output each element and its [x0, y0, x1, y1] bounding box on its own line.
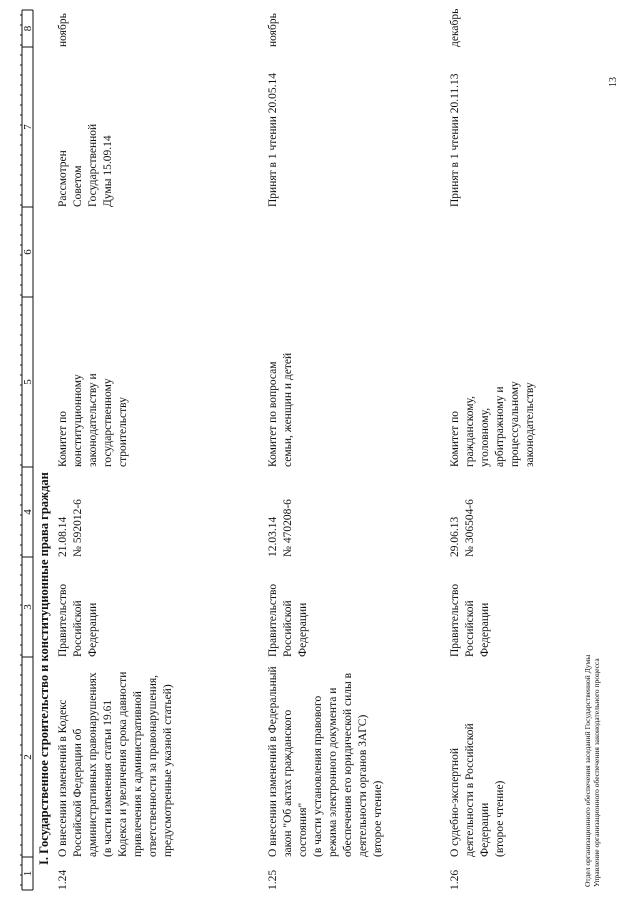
row-initiator: Правительство Российской Федерации [267, 583, 309, 657]
header-col-3: 3 [22, 604, 34, 610]
row-status: Рассмотрен Советом Государственной Думы 15.09.14 [57, 123, 114, 207]
row-subject: О внесении изменений в Кодекс Российской Федерации об административных правонарушениях (в части изменения статьи 19.61 Кодекса и увеличения срока давности привлечения к административной ответственности за правонарушения, предусмотренные указной статьей) [57, 671, 174, 857]
row-month: декабрь [449, 8, 461, 47]
header-col-6: 6 [22, 249, 34, 255]
row-registration: 12.03.14 № 470208-6 [267, 499, 294, 557]
row-registration: 29.06.13 № 306504-6 [449, 499, 476, 557]
row-status: Принят в 1 чтении 20.11.13 [449, 73, 461, 207]
row-number: 1.26 [449, 869, 461, 890]
row-status: Принят в 1 чтении 20.05.14 [267, 73, 279, 207]
row-month: ноябрь [267, 13, 279, 47]
header-col-4: 4 [22, 509, 34, 515]
row-number: 1.25 [267, 869, 279, 890]
row-committee: Комитет по вопросам семьи, женщин и детей [267, 352, 294, 467]
row-committee: Комитет по гражданскому, уголовному, арбитражному и процессуальному законодательству [449, 381, 536, 467]
row-committee: Комитет по конституционному законодательству и государственному строительству [57, 373, 129, 467]
row-subject: О судебно-экспертной деятельности в Российской Федерации (второе чтение) [449, 723, 506, 857]
row-month: ноябрь [57, 13, 69, 47]
footer-line-1: Отдел организационного обеспечения заседаний Государственной Думы [583, 654, 592, 887]
header-col-2: 2 [22, 754, 34, 760]
page-number: 13 [608, 77, 619, 87]
header-col-7: 7 [22, 124, 34, 130]
row-registration: 21.08.14 № 592012-6 [57, 499, 84, 557]
row-subject: О внесении изменений в Федеральный закон "Об актах гражданского состояния" (в части установления правового режима электронного документа и обеспечения его юридической силы в деятельности органов ЗАГС) (второе чтение) [267, 666, 384, 857]
section-title: I. Государственное строительство и конституционные права граждан [37, 472, 51, 865]
row-number: 1.24 [57, 869, 69, 890]
footer-line-2: Управление организационного обеспечения законодательного процесса [592, 658, 601, 887]
header-col-1: 1 [22, 870, 34, 877]
row-initiator: Правительство Российской Федерации [449, 583, 491, 657]
header-col-8: 8 [22, 25, 34, 32]
row-initiator: Правительство Российской Федерации [57, 583, 99, 657]
header-col-5: 5 [22, 379, 34, 385]
